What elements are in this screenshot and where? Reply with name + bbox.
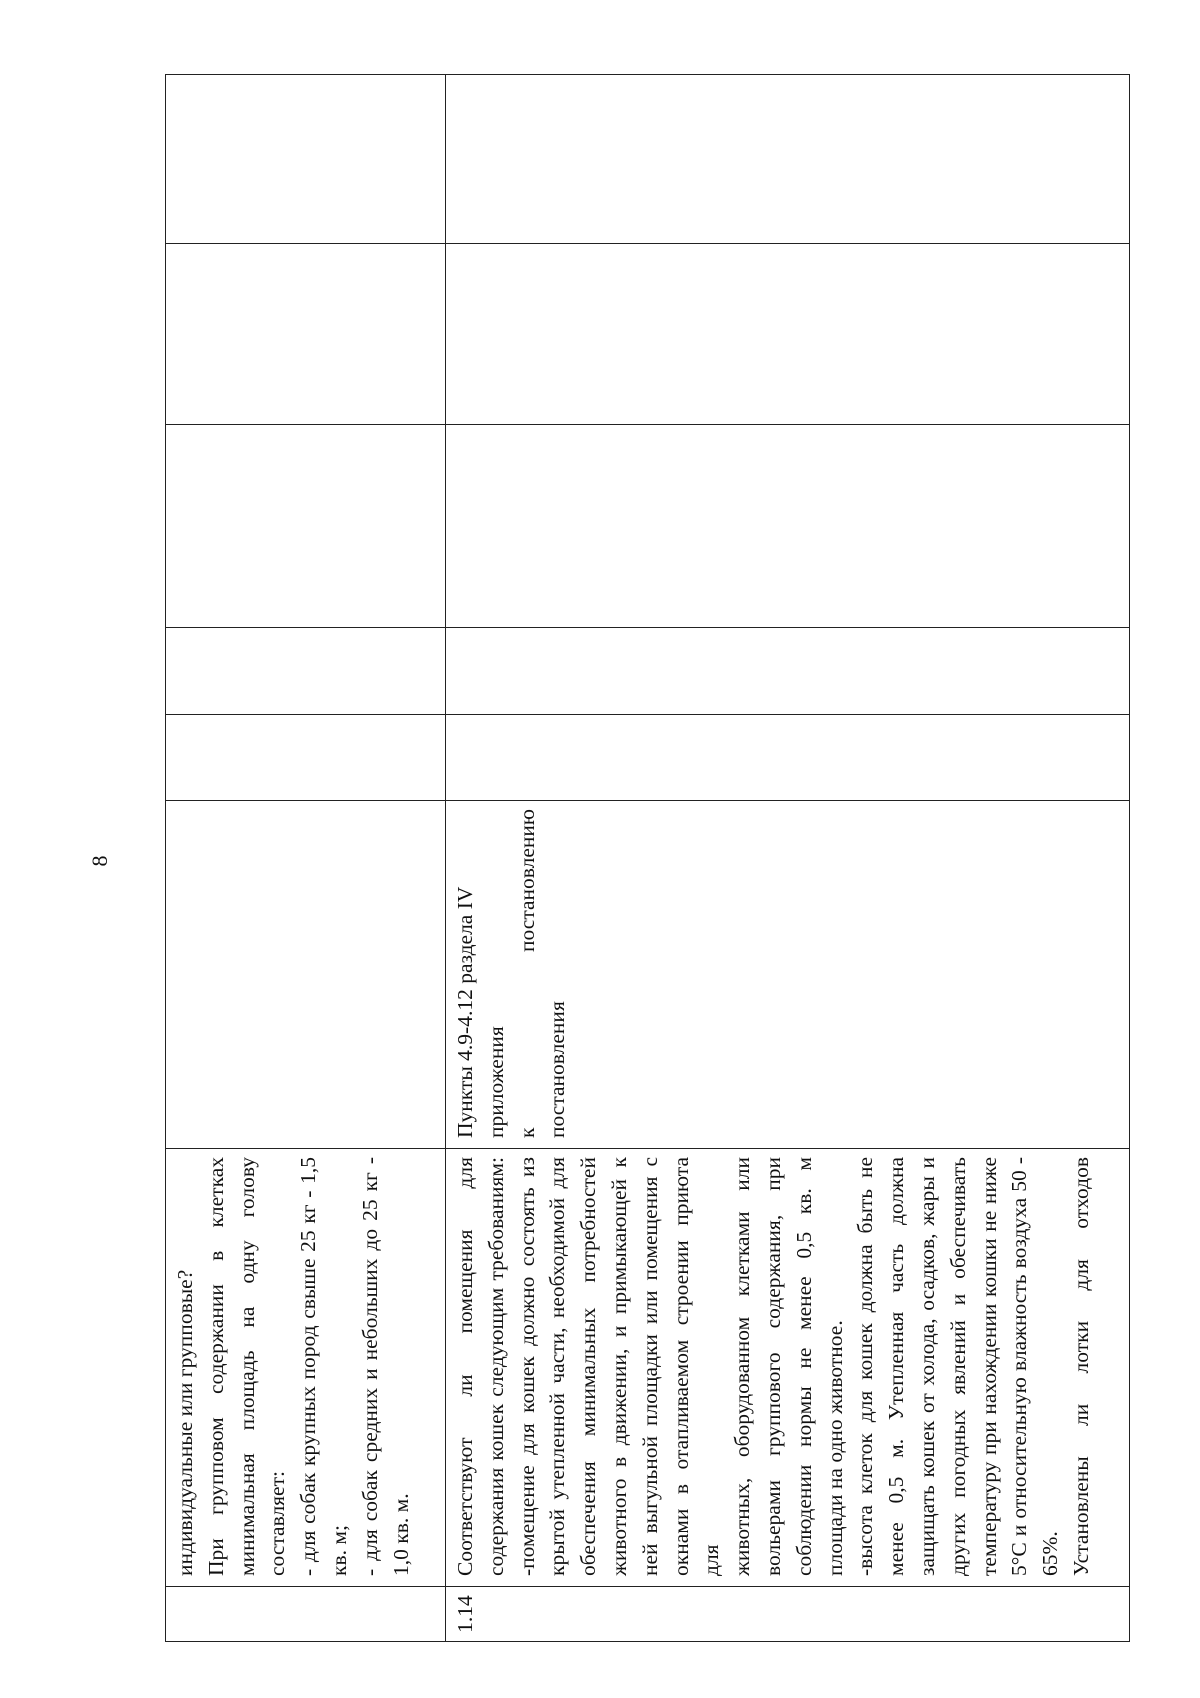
text-line: -высота клеток для кошек должна быть не	[853, 1157, 878, 1576]
reference-text	[166, 801, 170, 1148]
row-number-cell	[446, 1587, 1130, 1642]
text-line: Установлены ли лотки для отходов	[1068, 1157, 1093, 1576]
text-line: индивидуальные или групповые?	[173, 1269, 197, 1576]
rotated-table-wrapper	[165, 75, 1129, 1642]
checklist-table	[165, 74, 1130, 1642]
question-text	[446, 1149, 1097, 1586]
reference-cell	[166, 801, 446, 1149]
extra-cell	[166, 75, 446, 244]
text-line: животных, оборудованном клетками или	[730, 1157, 755, 1576]
text-line: Соответствуют ли помещения для	[453, 1157, 477, 1576]
reference-cell	[446, 801, 1130, 1149]
answer-yes-cell	[446, 715, 1130, 801]
text-line: вольерами группового содержания, при	[760, 1157, 785, 1576]
text-line: окнами в отапливаемом строении приюта для	[668, 1157, 724, 1576]
table-row	[446, 75, 1130, 1642]
text-line: - для собак средних и небольших до 25 кг -	[357, 1157, 382, 1576]
page-number: 8	[87, 855, 112, 867]
text-line: постановления	[545, 1001, 570, 1138]
text-line: соблюдении нормы не менее 0,5 кв. м	[791, 1157, 816, 1576]
extra-cell	[446, 75, 1130, 244]
text-line: температуру при нахождении кошки не ниже	[976, 1157, 1001, 1576]
note-cell	[166, 244, 446, 425]
text-line: 1,0 кв. м.	[388, 1493, 413, 1576]
row-number: 1.14	[453, 1595, 477, 1633]
answer-no-cell	[166, 628, 446, 715]
reference-text	[446, 801, 573, 1148]
text-line: обеспечения минимальных потребностей	[576, 1157, 601, 1576]
table-row	[166, 75, 446, 1642]
text-line: содержания кошек следующим требованиям:	[483, 1157, 508, 1576]
text-line: Пункты 4.9-4.12 раздела IV	[453, 886, 477, 1138]
row-number	[166, 1587, 170, 1641]
text-line: При групповом содержании в клетках	[203, 1157, 228, 1576]
question-text	[166, 1149, 416, 1586]
question-cell	[166, 1149, 446, 1587]
answer-no-cell	[446, 628, 1130, 715]
text-line: менее 0,5 м. Утепленная часть должна	[884, 1157, 909, 1576]
question-cell	[446, 1149, 1130, 1587]
text-line: площади на одно животное.	[822, 1320, 847, 1576]
text-line: - для собак крупных пород свыше 25 кг - 1,5	[296, 1157, 321, 1576]
row-number-cell	[166, 1587, 446, 1642]
note-cell	[446, 244, 1130, 425]
text-line: составляет:	[265, 1471, 290, 1576]
text-line: крытой утепленной части, необходимой для	[545, 1157, 570, 1576]
text-line: 5°С и относительную влажность воздуха 50 -	[1007, 1157, 1032, 1576]
answer-na-cell	[166, 425, 446, 628]
text-line: других погодных явлений и обеспечивать	[945, 1157, 970, 1576]
text-line: ней выгульной площадки или помещения с	[637, 1157, 662, 1576]
text-line: приложения	[483, 1026, 508, 1138]
answer-na-cell	[446, 425, 1130, 628]
text-line: минимальная площадь на одну голову	[234, 1157, 259, 1576]
answer-yes-cell	[166, 715, 446, 801]
text-line: 65%.	[1038, 1531, 1063, 1576]
text-line: животного в движении, и примыкающей к	[606, 1157, 631, 1576]
text-line: к постановлению	[514, 809, 539, 1138]
text-line: кв. м;	[326, 1525, 351, 1576]
text-line: -помещение для кошек должно состоять из	[514, 1157, 539, 1576]
text-line: защищать кошек от холода, осадков, жары и	[914, 1157, 939, 1576]
